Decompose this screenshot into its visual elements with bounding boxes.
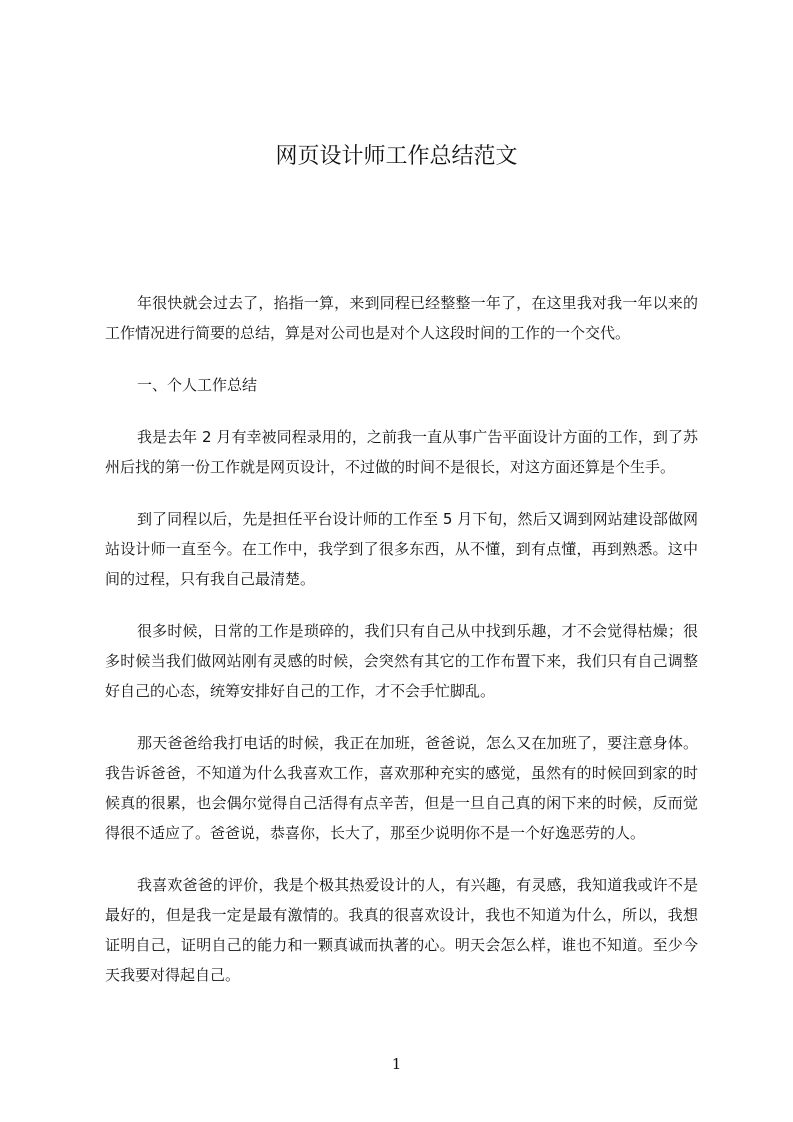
- paragraph-passion: 我喜欢爸爸的评价，我是个极其热爱设计的人，有兴趣，有灵感，我知道我或许不是最好的，但是我一定是最有激情的。我真的很喜欢设计，我也不知道为什么，所以，我想证明自己，证明自己的能力和一颗真诚而执著的心。明天会怎么样，谁也不知道。至少今天我要对得起自己。: [105, 876, 698, 984]
- paragraph-background: 我是去年 2 月有幸被同程录用的，之前我一直从事广告平面设计方面的工作，到了苏州后找的第一份工作就是网页设计，不过做的时间不是很长，对这方面还算是个生手。: [105, 428, 698, 476]
- page-number: 1: [391, 1055, 402, 1073]
- paragraph-role: 到了同程以后，先是担任平台设计师的工作至 5 月下旬，然后又调到网站建设部做网站设计师一直至今。在工作中，我学到了很多东西，从不懂，到有点懂，再到熟悉。这中间的过程，只有我自己最清楚。: [105, 510, 698, 588]
- paragraph-daily-work: 很多时候，日常的工作是琐碎的，我们只有自己从中找到乐趣，才不会觉得枯燥；很多时候当我们做网站刚有灵感的时候，会突然有其它的工作布置下来，我们只有自己调整好自己的心态，统筹安排好自己的工作，才不会手忙脚乱。: [105, 622, 698, 700]
- paragraph-father-call: 那天爸爸给我打电话的时候，我正在加班，爸爸说，怎么又在加班了，要注意身体。我告诉爸爸，不知道为什么我喜欢工作，喜欢那种充实的感觉，虽然有的时候回到家的时候真的很累，也会偶尔觉得自己活得有点辛苦，但是一旦自己真的闲下来的时候，反而觉得很不适应了。爸爸说，恭喜你，长大了，那至少说明你不是一个好逸恶劳的人。: [105, 734, 698, 842]
- paragraph-intro: 年很快就会过去了，掐指一算，来到同程已经整整一年了，在这里我对我一年以来的工作情况进行简要的总结，算是对公司也是对个人这段时间的工作的一个交代。: [105, 294, 698, 342]
- document-title: 网页设计师工作总结范文: [275, 144, 518, 169]
- document-body: [105, 288, 698, 990]
- section-heading: 一、个人工作总结: [137, 376, 258, 394]
